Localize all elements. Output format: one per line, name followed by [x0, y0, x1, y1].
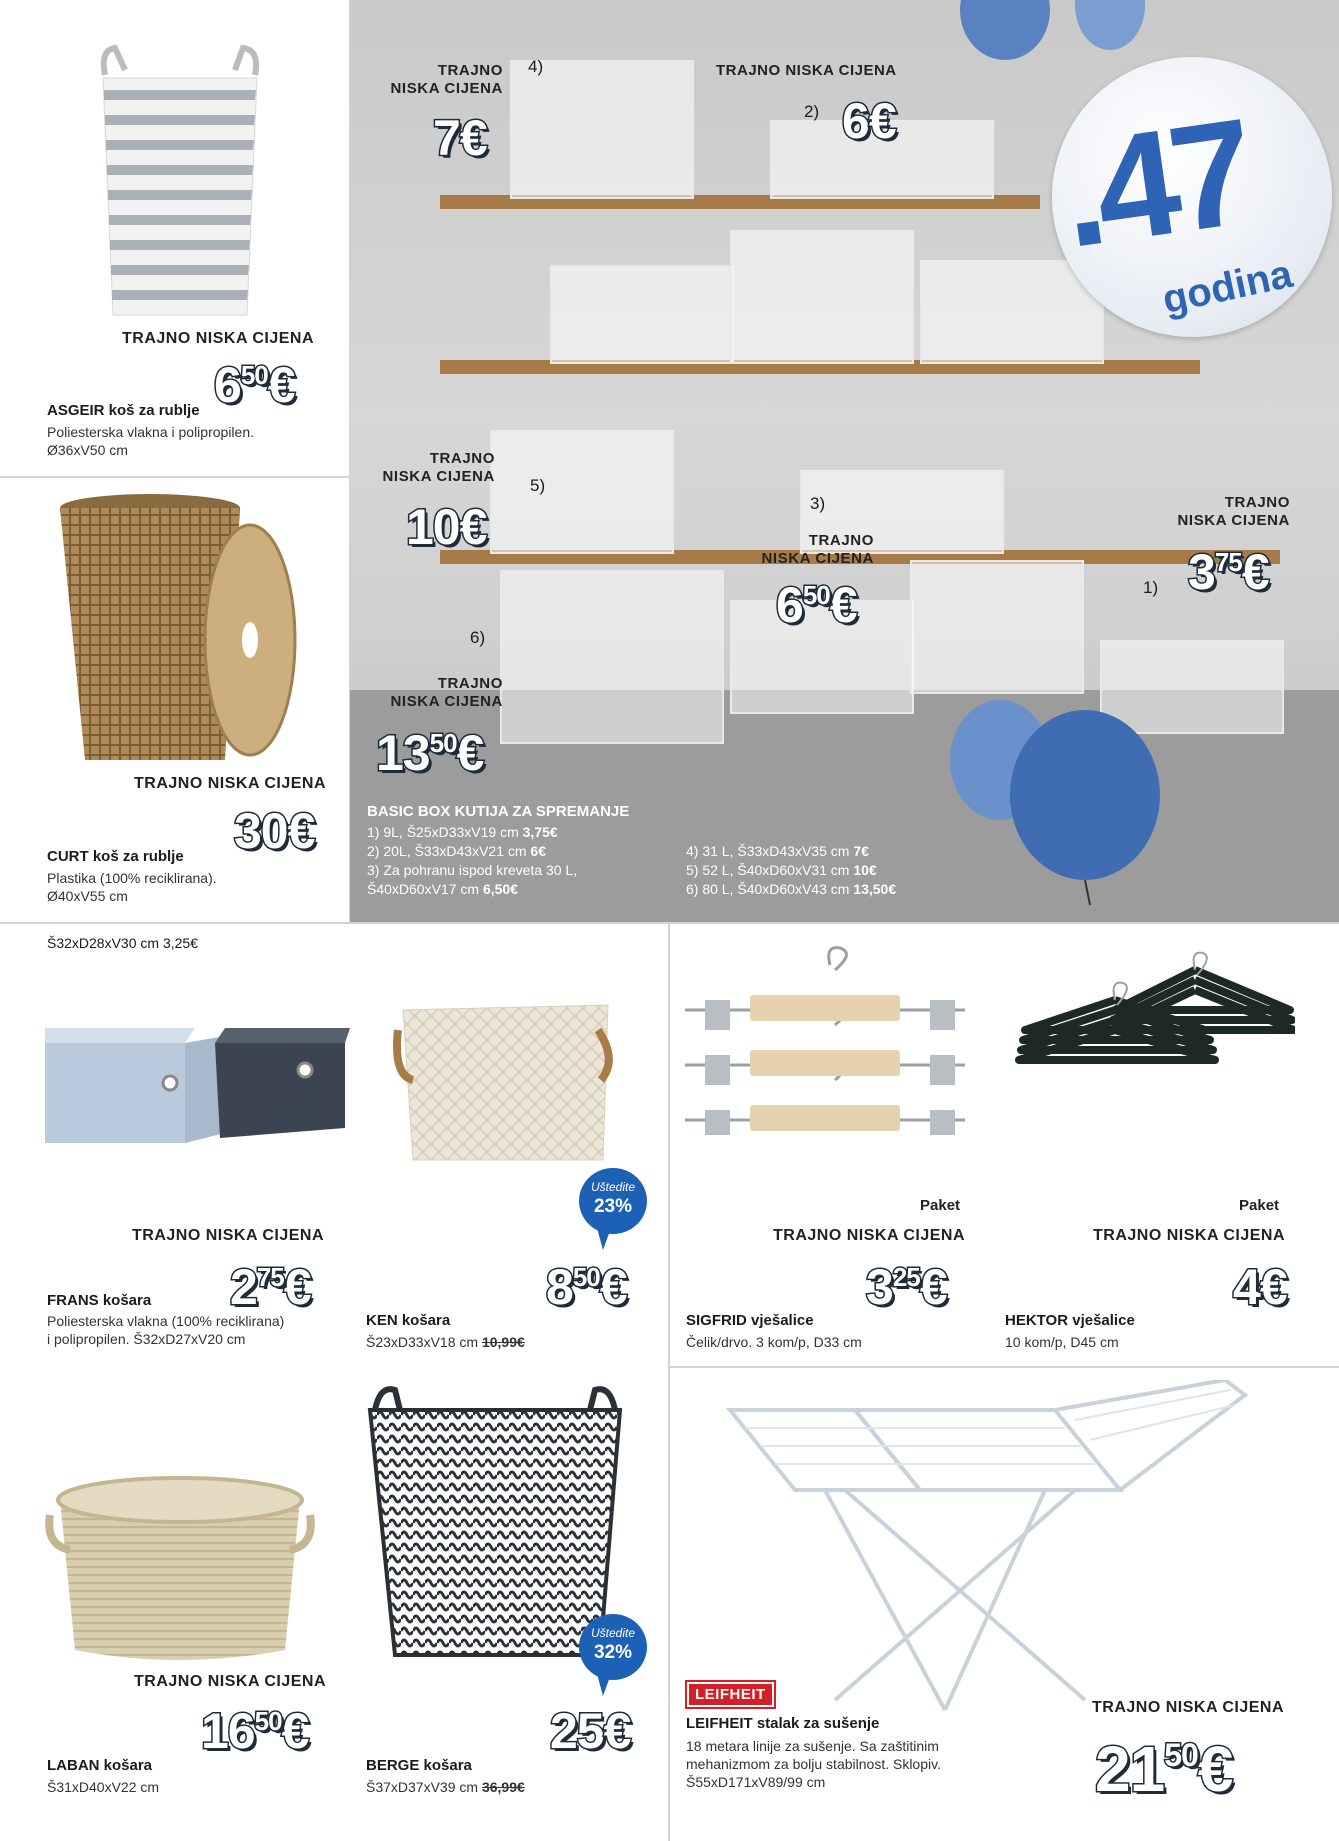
storage-box	[550, 265, 734, 364]
sigfrid-paket: Paket	[920, 1197, 961, 1214]
storage-box	[730, 230, 914, 364]
curt-basket-image	[55, 490, 300, 770]
curt-name: CURT koš za rublje	[47, 848, 184, 865]
frans-variant: Š32xD28xV30 cm 3,25€	[47, 935, 198, 951]
storage-box	[510, 60, 694, 199]
box5-num: 5)	[530, 476, 546, 495]
storage-box	[490, 430, 674, 554]
hektor-hangers-image	[1005, 945, 1295, 1170]
ken-desc: Š23xD33xV18 cm 10,99€	[366, 1334, 525, 1350]
divider	[670, 1366, 1339, 1368]
asgeir-desc: Poliesterska vlakna i polipropilen. Ø36xV50 cm	[47, 424, 254, 458]
basic-box-item: 2) 20L, Š33xD43xV21 cm 6€	[367, 843, 546, 859]
curt-price: 30€	[234, 803, 315, 859]
box3-tnc: TRAJNO NISKA CIJENA	[761, 532, 874, 567]
laban-tnc: TRAJNO NISKA CIJENA	[134, 1673, 327, 1690]
box6-num: 6)	[470, 628, 486, 647]
basic-box-item: Š40xD60xV17 cm 6,50€	[367, 881, 518, 897]
frans-boxes-image	[45, 1028, 355, 1143]
leifheit-price: $21^{50}€$	[1095, 1733, 1233, 1805]
box2-price: 6€	[842, 93, 896, 149]
box2-num: 2)	[804, 102, 820, 121]
sigfrid-price: $3^{25}€$	[866, 1259, 947, 1315]
hektor-desc: 10 kom/p, D45 cm	[1005, 1334, 1119, 1350]
divider	[668, 922, 670, 1841]
basic-box-list-left	[367, 823, 577, 899]
basic-box-item: 5) 52 L, Š40xD60xV31 cm 10€	[686, 862, 877, 878]
basic-box-title: BASIC BOX KUTIJA ZA SPREMANJE	[367, 803, 630, 820]
ken-price: $8^{50}€$	[546, 1259, 627, 1315]
ken-save-badge: Uštedite 23%	[579, 1168, 647, 1234]
laban-price: $16^{50}€$	[201, 1703, 309, 1759]
asgeir-name: ASGEIR koš za rublje	[47, 402, 200, 419]
box6-price: $13^{50}€$	[376, 725, 484, 781]
asgeir-price: $6^{50}€$	[214, 357, 295, 413]
anniversary-word: godina	[1158, 251, 1297, 323]
box1-num: 1)	[1143, 578, 1159, 597]
basic-box-item: 6) 80 L, Š40xD60xV43 cm 13,50€	[686, 881, 897, 897]
hektor-name: HEKTOR vješalice	[1005, 1312, 1135, 1329]
laban-basket-image	[45, 1475, 315, 1665]
leifheit-dryer-image	[725, 1380, 1285, 1720]
leifheit-tnc: TRAJNO NISKA CIJENA	[1092, 1699, 1285, 1716]
box4-num: 4)	[528, 57, 544, 76]
storage-box	[500, 570, 724, 744]
basic-box-item: 3) Za pohranu ispod kreveta 30 L,	[367, 862, 578, 878]
ken-name: KEN košara	[366, 1312, 451, 1329]
sigfrid-desc: Čelik/drvo. 3 kom/p, D33 cm	[686, 1334, 862, 1350]
sigfrid-name: SIGFRID vješalice	[686, 1312, 814, 1329]
leifheit-logo: LEIFHEIT	[687, 1682, 774, 1707]
box5-price: 10€	[406, 499, 487, 555]
basic-box-item: 1) 9L, Š25xD33xV19 cm 3,75€	[367, 824, 558, 840]
berge-save-badge: Uštedite 32%	[579, 1614, 647, 1680]
box3-price: $6^{50}€$	[776, 577, 857, 633]
balloon-icon	[940, 695, 1180, 915]
sigfrid-hangers-image	[685, 945, 975, 1135]
box4-price: 7€	[433, 110, 487, 166]
berge-name: BERGE košara	[366, 1757, 472, 1774]
asgeir-tnc: TRAJNO NISKA CIJENA	[122, 330, 315, 347]
storage-box	[910, 560, 1084, 694]
leifheit-desc: 18 metara linije za sušenje. Sa zaštitinim mehanizmom za bolju stabilnost. Sklopiv. Š55xD171xV89/99 cm	[686, 1738, 941, 1790]
curt-desc: Plastika (100% reciklirana). Ø40xV55 cm	[47, 870, 217, 904]
curt-tnc: TRAJNO NISKA CIJENA	[134, 775, 327, 792]
box4-tnc: TRAJNO NISKA CIJENA	[390, 62, 503, 97]
box6-tnc: TRAJNO NISKA CIJENA	[390, 675, 503, 710]
box5-tnc: TRAJNO NISKA CIJENA	[382, 450, 495, 485]
laban-desc: Š31xD40xV22 cm	[47, 1779, 160, 1795]
hektor-price: 4€	[1233, 1259, 1287, 1315]
basic-box-item: 4) 31 L, Š33xD43xV35 cm 7€	[686, 843, 869, 859]
sigfrid-tnc: TRAJNO NISKA CIJENA	[773, 1227, 966, 1244]
anniversary-number: .47	[1051, 86, 1258, 280]
berge-desc: Š37xD37xV39 cm 36,99€	[366, 1779, 525, 1795]
leifheit-name: LEIFHEIT stalak za sušenje	[686, 1715, 880, 1732]
frans-price: $2^{75}€$	[230, 1259, 311, 1315]
basic-box-list-right	[686, 842, 896, 899]
balloon-icon	[950, 0, 1150, 70]
divider	[0, 476, 350, 478]
frans-name: FRANS košara	[47, 1292, 152, 1309]
frans-tnc: TRAJNO NISKA CIJENA	[132, 1227, 325, 1244]
anniversary-badge	[1052, 57, 1332, 337]
ken-basket-image	[383, 1000, 623, 1170]
hektor-paket: Paket	[1239, 1197, 1280, 1214]
laban-name: LABAN košara	[47, 1757, 153, 1774]
box1-tnc: TRAJNO NISKA CIJENA	[1177, 494, 1290, 529]
box3-num: 3)	[810, 494, 826, 513]
asgeir-basket-image	[95, 40, 265, 325]
berge-price: 25€	[550, 1703, 631, 1759]
frans-desc: Poliesterska vlakna (100% reciklirana) i polipropilen. Š32xD27xV20 cm	[47, 1313, 285, 1347]
hektor-tnc: TRAJNO NISKA CIJENA	[1093, 1227, 1286, 1244]
box1-price: $3^{75}€$	[1188, 544, 1269, 600]
box2-tnc: TRAJNO NISKA CIJENA	[716, 62, 897, 79]
